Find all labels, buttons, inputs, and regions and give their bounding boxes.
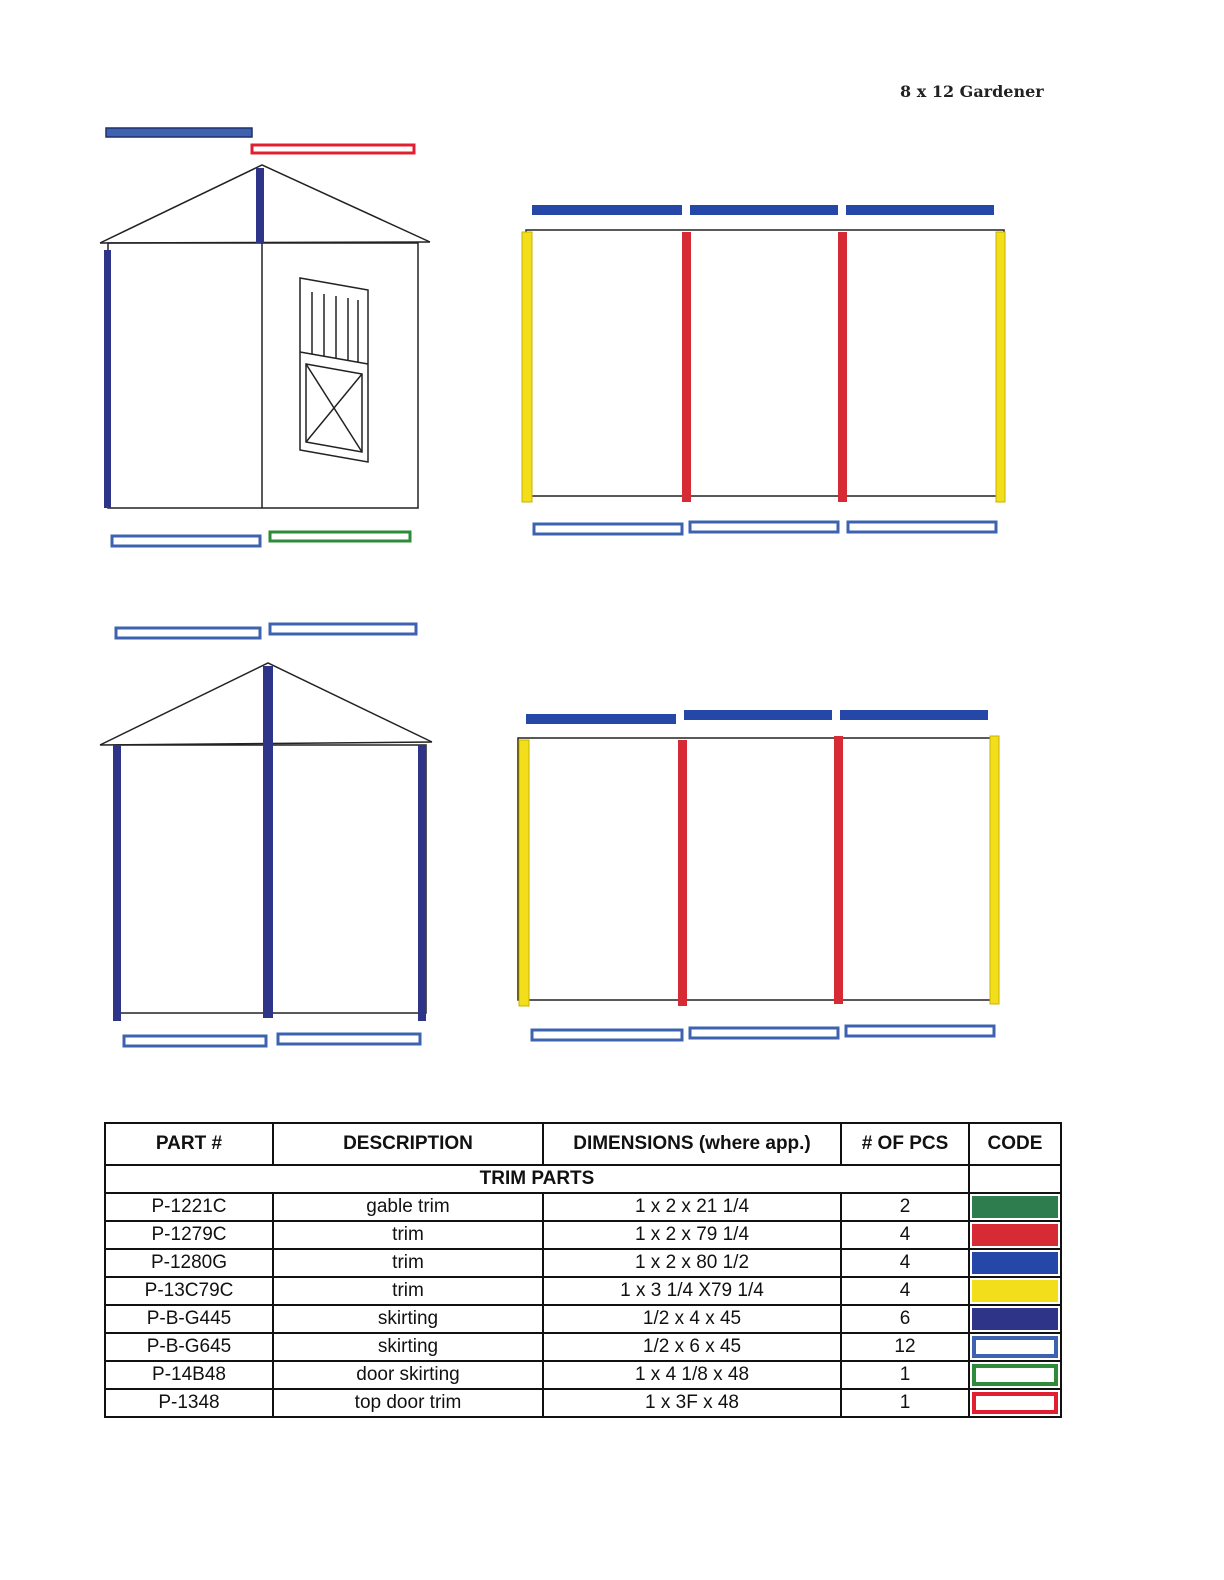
cell-part: P-13C79C [105, 1277, 273, 1305]
page-title: 8 x 12 Gardener [900, 82, 1044, 101]
cell-dimensions: 1/2 x 6 x 45 [543, 1333, 841, 1361]
color-code-swatch [972, 1224, 1058, 1246]
cell-description: gable trim [273, 1193, 543, 1221]
rear-center-trim [263, 666, 273, 1018]
side2-top-trim-2 [684, 710, 832, 720]
side2-left-corner-yellow [519, 740, 529, 1006]
rear-right-corner-trim [418, 745, 426, 1021]
cell-part: P-1348 [105, 1389, 273, 1417]
cell-dimensions: 1 x 2 x 80 1/2 [543, 1249, 841, 1277]
header-dimensions: DIMENSIONS (where app.) [543, 1123, 841, 1165]
side-right-corner-yellow [996, 232, 1005, 502]
front-left-corner-trim [104, 250, 111, 508]
rear-wall-trim [113, 624, 426, 1046]
cell-description: skirting [273, 1305, 543, 1333]
cell-code [969, 1277, 1061, 1305]
front-door-top-trim-red [252, 145, 414, 153]
rear-skirting-left [124, 1036, 266, 1046]
side2-skirting-1 [532, 1030, 682, 1040]
section-code-blank [969, 1165, 1061, 1193]
front-gable-center-trim [256, 168, 264, 243]
section-label: TRIM PARTS [105, 1165, 969, 1193]
table-row [105, 1249, 1061, 1277]
cell-part: P-14B48 [105, 1361, 273, 1389]
side2-skirting-3 [846, 1026, 994, 1036]
cell-part: P-1279C [105, 1221, 273, 1249]
side2-stud-red-2 [834, 736, 843, 1004]
cell-pieces: 1 [841, 1389, 969, 1417]
cell-code [969, 1333, 1061, 1361]
color-code-swatch [972, 1336, 1058, 1358]
side2-skirting-2 [690, 1028, 838, 1038]
cell-description: skirting [273, 1333, 543, 1361]
cell-code [969, 1221, 1061, 1249]
side2-top-trim-1 [526, 714, 676, 724]
cell-description: trim [273, 1249, 543, 1277]
front-door-skirting-green [270, 532, 410, 541]
cell-code [969, 1389, 1061, 1417]
side2-top-trim-3 [840, 710, 988, 720]
rear-gable-top-trim-left [116, 628, 260, 638]
cell-pieces: 4 [841, 1221, 969, 1249]
cell-description: door skirting [273, 1361, 543, 1389]
side-wall-bottom-elevation [518, 710, 999, 1040]
rear-left-corner-trim [113, 745, 121, 1021]
cell-dimensions: 1 x 2 x 21 1/4 [543, 1193, 841, 1221]
cell-pieces: 4 [841, 1249, 969, 1277]
rear-skirting-right [278, 1034, 420, 1044]
side-stud-red-1 [682, 232, 691, 502]
side-wall-top-outline [526, 230, 1004, 496]
header-code: CODE [969, 1123, 1061, 1165]
rear-gable-top-trim-right [270, 624, 416, 634]
cell-pieces: 2 [841, 1193, 969, 1221]
side-skirting-3 [848, 522, 996, 532]
cell-pieces: 6 [841, 1305, 969, 1333]
cell-description: trim [273, 1221, 543, 1249]
side-skirting-2 [690, 522, 838, 532]
front-wall-roof-outline [100, 165, 430, 243]
cell-part: P-B-G645 [105, 1333, 273, 1361]
section-row [105, 1165, 1061, 1193]
front-wall-outline [108, 243, 418, 508]
cell-code [969, 1193, 1061, 1221]
color-code-swatch [972, 1196, 1058, 1218]
cell-part: P-1221C [105, 1193, 273, 1221]
cell-description: top door trim [273, 1389, 543, 1417]
color-code-swatch [972, 1392, 1058, 1414]
side-top-trim-2 [690, 205, 838, 215]
side-left-corner-yellow [522, 232, 532, 502]
color-code-swatch [972, 1252, 1058, 1274]
header-pieces: # OF PCS [841, 1123, 969, 1165]
table-row [105, 1305, 1061, 1333]
side-wall-bottom-outline [518, 738, 998, 1000]
side-top-trim-1 [532, 205, 682, 215]
cell-pieces: 12 [841, 1333, 969, 1361]
table-row [105, 1333, 1061, 1361]
front-gable-top-trim-blue [106, 128, 252, 137]
side-stud-red-2 [838, 232, 847, 502]
cell-dimensions: 1 x 3 1/4 X79 1/4 [543, 1277, 841, 1305]
cell-code [969, 1361, 1061, 1389]
table-row [105, 1193, 1061, 1221]
header-description: DESCRIPTION [273, 1123, 543, 1165]
table-row [105, 1361, 1061, 1389]
header-part: PART # [105, 1123, 273, 1165]
cell-code [969, 1305, 1061, 1333]
table-row [105, 1389, 1061, 1417]
cell-pieces: 1 [841, 1361, 969, 1389]
cell-description: trim [273, 1277, 543, 1305]
dutch-door-icon [300, 278, 368, 462]
front-skirting-left [112, 536, 260, 546]
table-header-row [105, 1123, 1061, 1165]
color-code-swatch [972, 1308, 1058, 1330]
color-code-swatch [972, 1280, 1058, 1302]
cell-dimensions: 1 x 4 1/8 x 48 [543, 1361, 841, 1389]
cell-part: P-B-G445 [105, 1305, 273, 1333]
cell-code [969, 1249, 1061, 1277]
cell-part: P-1280G [105, 1249, 273, 1277]
table-row [105, 1221, 1061, 1249]
table-row [105, 1277, 1061, 1305]
side2-stud-red-1 [678, 740, 687, 1006]
cell-dimensions: 1 x 3F x 48 [543, 1389, 841, 1417]
cell-dimensions: 1/2 x 4 x 45 [543, 1305, 841, 1333]
front-wall-elevation [100, 165, 430, 508]
parts-table [104, 1122, 1062, 1418]
cell-pieces: 4 [841, 1277, 969, 1305]
side-top-trim-3 [846, 205, 994, 215]
cell-dimensions: 1 x 2 x 79 1/4 [543, 1221, 841, 1249]
side2-right-corner-yellow [990, 736, 999, 1004]
side-wall-top-elevation [522, 205, 1005, 534]
side-skirting-1 [534, 524, 682, 534]
color-code-swatch [972, 1364, 1058, 1386]
